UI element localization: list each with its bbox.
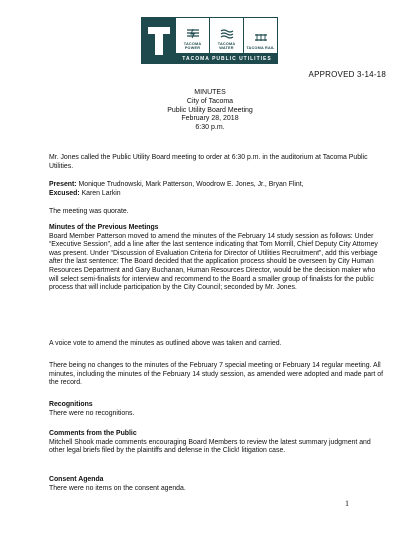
meeting-time: 6:30 p.m.	[195, 124, 225, 132]
rail-icon	[254, 32, 268, 43]
minutes-header	[0, 89, 420, 133]
quorum-text: The meeting was quorate.	[49, 208, 129, 215]
meeting-name: Public Utility Board Meeting	[167, 106, 253, 114]
excused-line	[49, 190, 385, 199]
power-icon	[186, 28, 200, 39]
consent-agenda-section	[49, 476, 385, 493]
logo-water	[210, 17, 244, 54]
public-comments-section	[49, 430, 385, 456]
page-number: 1	[345, 499, 349, 508]
logo-power	[176, 17, 210, 54]
minutes-adopted-paragraph	[49, 362, 385, 388]
voice-vote-paragraph	[49, 340, 385, 349]
logo-divisions	[176, 17, 278, 54]
org-name: City of Tacoma	[186, 97, 234, 105]
logo-water-label: TACOMA WATER	[217, 41, 236, 50]
public-comments-text: Mitchell Shook made comments encouraging Board Members to review the latest summary judgment and other legal briefs filed by the plaintiffs and defense in the Click! litigation case.	[49, 438, 371, 455]
logo-t-mark	[141, 17, 176, 64]
consent-agenda-heading: Consent Agenda	[49, 476, 104, 483]
recognitions-heading: Recognitions	[49, 401, 93, 408]
excused-names: Karen Larkin	[81, 189, 121, 197]
approval-stamp: APPROVED 3-14-18	[308, 70, 386, 79]
minutes-previous-section	[49, 224, 385, 293]
voice-vote-text: A voice vote to amend the minutes as outlined above was taken and carried.	[49, 340, 282, 347]
minutes-title: MINUTES	[194, 89, 226, 96]
minutes-previous-heading: Minutes of the Previous Meetings	[49, 224, 159, 231]
logo-bar-text: TACOMA PUBLIC UTILITIES	[176, 54, 278, 64]
quorum-paragraph	[49, 208, 385, 217]
logo-rail-label: TACOMA RAIL	[246, 45, 275, 50]
recognitions-text: There were no recognitions.	[49, 409, 135, 417]
water-icon	[220, 28, 234, 39]
minutes-previous-motion: Board Member Patterson moved to amend the minutes of the February 14 study session as follows: Under “Executive Session”, add a line after the last sentence indicating that Tom Morrill, Chief Deputy City Attorney was present. Under “Discussion of Evaluation Criteria for Director of Utilities Recruitment”, add this verbiage after the last sentence: The Board decided that the application process should be overseen by City Human Resources Department and Gary Buchanan, Human Resources Director, would be the decision maker who will select semi-finalists for interview and recommend to the Board a smaller group of finalists for the public process that will include participation by the City Council; seconded by Mr. Jones.	[49, 232, 378, 292]
consent-agenda-text: There were no items on the consent agenda.	[49, 484, 186, 492]
minutes-adopted-text: There being no changes to the minutes of the February 7 special meeting or February 14 regular meeting. All minutes, including the minutes of the February 14 study session, as amended were adopted and made part of the record.	[49, 362, 384, 387]
present-names: Monique Trudnowski, Mark Patterson, Woodrow E. Jones, Jr., Bryan Flint,	[78, 181, 304, 188]
tacoma-public-utilities-logo	[141, 17, 278, 64]
public-comments-heading: Comments from the Public	[49, 430, 137, 437]
present-label: Present:	[49, 181, 77, 188]
recognitions-section	[49, 401, 385, 418]
meeting-date: February 28, 2018	[181, 115, 239, 123]
attendance	[49, 181, 385, 198]
excused-label: Excused:	[49, 189, 80, 197]
opening-paragraph	[49, 154, 385, 171]
opening-text: Mr. Jones called the Public Utility Board meeting to order at 6:30 p.m. in the auditorium at Tacoma Public Utilities.	[49, 154, 368, 170]
logo-rail	[244, 17, 278, 54]
logo-power-label: TACOMA POWER	[183, 41, 202, 50]
present-line	[49, 181, 385, 190]
